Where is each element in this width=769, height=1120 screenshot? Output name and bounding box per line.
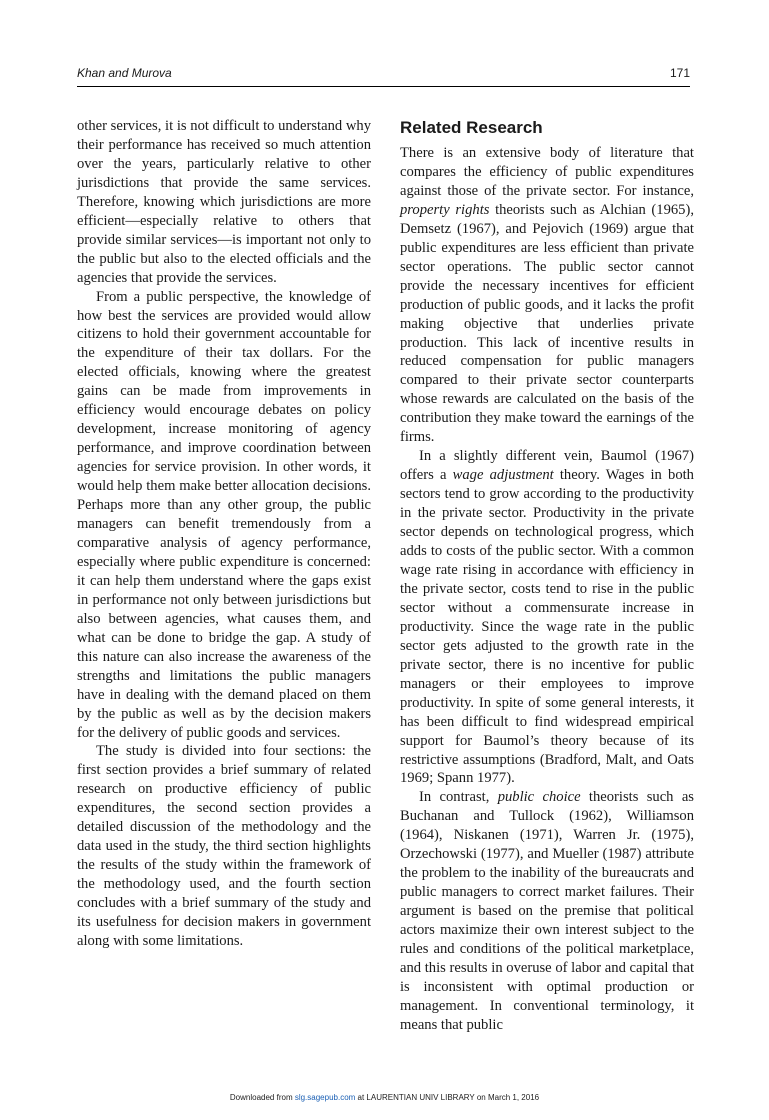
footer-suffix: at LAURENTIAN UNIV LIBRARY on March 1, 2016 (355, 1093, 540, 1102)
footer-link[interactable]: slg.sagepub.com (294, 1093, 356, 1102)
emphasized-term: wage adjustment (452, 467, 554, 484)
author-names: Khan and Murova (77, 66, 172, 80)
footer-prefix: Downloaded from (229, 1093, 295, 1102)
paragraph (400, 144, 694, 447)
emphasized-term: property rights (400, 201, 490, 218)
text-run: There is an extensive body of literature that compares the efficiency of public expenditures against those of the private sector. For instance, (400, 145, 694, 199)
paragraph (400, 788, 694, 1034)
section-heading: Related Research (400, 118, 543, 137)
emphasized-term: public choice (497, 789, 581, 806)
paragraph: From a public perspective, the knowledge of how best the services are provided would allow citizens to hold their government accountable for the expenditure of their tax dollars. For the elected officials, knowing where the greatest gains can be made from improvements in efficiency would encourage debates on policy development, increase monitoring of agency performance, and improve coordination between agencies for service provision. In other words, it would help them make better allocation decisions. Perhaps more than any other group, the public managers can benefit tremendously from a comparative analysis of agency performance, especially where public expenditure is concerned: it can help them understand where the gaps exist in performance not only between jurisdictions but also between agencies, what causes them, and what can be done to bridge the gap. A study of this nature can also increase the awareness of the strengths and limitations the public managers have in dealing with the demand placed on them by the public as well as by the decision makers for the delivery of public goods and services. (77, 288, 371, 741)
running-header (77, 66, 690, 86)
text-run: theorists such as Buchanan and Tullock (1962), Williamson (1964), Niskanen (1971), Warren Jr. (1975), Orzechowski (1977), and Mueller (1987) attribute the problem to the inability of the bureaucrats and public managers to correct market failures. Their argument is based on the premise that political actors maximize their own interest subject to the rules and conditions of the political marketplace, and this results in overuse of labor and capital that is inconsistent with optimal production or management. In conventional terminology, it means that public (400, 789, 694, 1033)
text-run: In a slightly different vein, Baumol (1967) offers a (400, 448, 694, 484)
paragraph: other services, it is not difficult to understand why their performance has received so much attention over the years, particularly relative to other jurisdictions that provide the same services. Therefore, knowing which jurisdictions are more efficient—especially relative to others that provide similar services—is important not only to the public but also to the elected officials and the agencies that provide the services. (77, 118, 371, 286)
text-run: theory. Wages in both sectors tend to grow according to the productivity in the private sector. Productivity in the private sector depends on technological progress, which adds to costs of the public sector. With a common wage rate rising in accordance with efficiency in the private sector, costs tend to rise in the public sector without a commensurate increase in productivity. Since the wage rate in the public sector gets adjusted to the growth rate in the private sector, there is no incentive for public managers or their employees to improve productivity. In spite of some general interests, it has been difficult to find widespread empirical support for Baumol’s theory because of its restrictive assumptions (Bradford, Malt, and Oats 1969; Spann 1977). (400, 467, 694, 787)
download-footer (0, 1093, 769, 1102)
paragraph: The study is divided into four sections: the first section provides a brief summary of related research on productive efficiency of public expenditures, the second section provides a detailed discussion of the methodology and the data used in the study, the third section highlights the results of the study within the framework of the methodology used, and the fourth section concludes with a brief summary of the study and its usefulness for decision makers in government along with some limitations. (77, 743, 371, 949)
text-run: In contrast, (419, 789, 498, 806)
paragraph (400, 447, 694, 788)
page-number: 171 (669, 66, 690, 80)
text-run: theorists such as Alchian (1965), Demsetz (1967), and Pejovich (1969) argue that public expenditures are less efficient than private sector operations. The public sector cannot provide the necessary incentives for efficient production of public goods, and it lacks the profit making objective that underlies private production. This lack of incentive results in reduced compensation for public managers compared to their private sector counterparts whose rewards are calculated on the basis of the contribution they make toward the earnings of the firms. (400, 201, 694, 446)
header-rule (77, 86, 690, 87)
right-column (400, 117, 694, 1035)
left-column (77, 117, 371, 951)
